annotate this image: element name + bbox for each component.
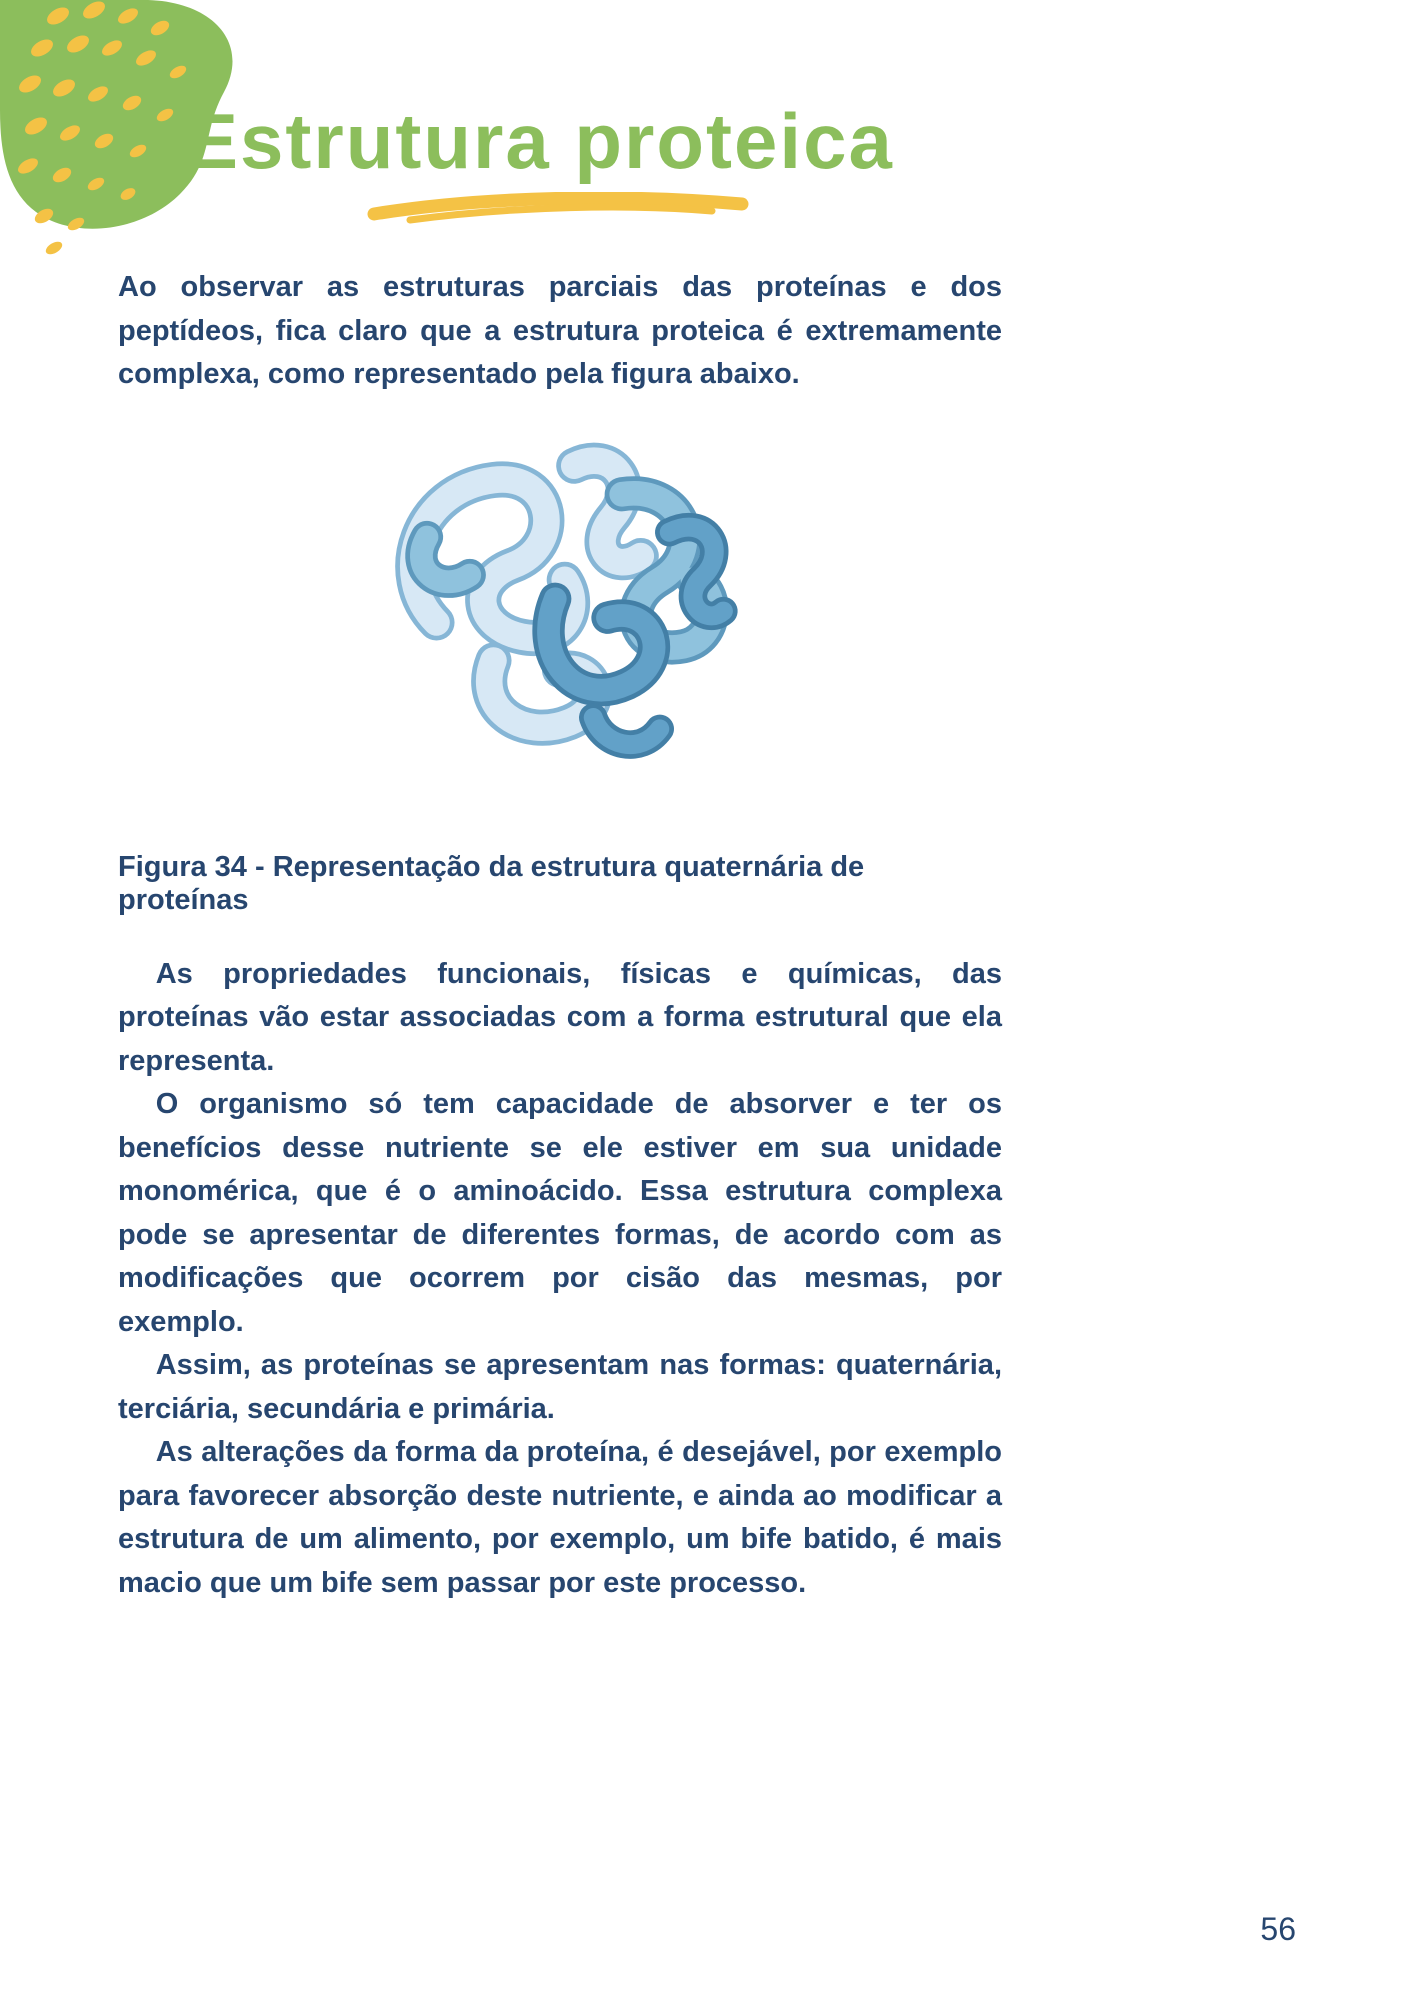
page-header	[186, 96, 1006, 187]
title-underline-swoosh-icon	[364, 192, 754, 228]
protein-structure-illustration	[370, 423, 750, 784]
body-paragraph-3: Assim, as proteínas se apresentam nas formas: quaternária, terciária, secundária e primária.	[118, 1349, 1002, 1425]
content-column	[118, 266, 1002, 1605]
page-title: Estrutura proteica	[186, 97, 894, 185]
page-number: 56	[1260, 1911, 1296, 1947]
protein-structure-figure	[370, 423, 750, 789]
figure-caption: Figura 34 - Representação da estrutura quaternária de proteínas	[118, 850, 865, 916]
body-paragraph-2: O organismo só tem capacidade de absorver e ter os benefícios desse nutriente se ele estiver em sua unidade monomérica, que é o aminoácido. Essa estrutura complexa pode se apresentar de diferentes formas, de acordo com as modificações que ocorrem por cisão das mesmas, por exemplo.	[118, 1088, 1002, 1338]
body-paragraph-4: As alterações da forma da proteína, é desejável, por exemplo para favorecer absorção deste nutriente, e ainda ao modificar a estrutura de um alimento, por exemplo, um bife batido, é mais macio que um bife sem passar por este processo.	[118, 1436, 1002, 1599]
body-paragraph-1: As propriedades funcionais, físicas e químicas, das proteínas vão estar associadas com a forma estrutural que ela representa.	[118, 957, 1002, 1077]
intro-paragraph: Ao observar as estruturas parciais das proteínas e dos peptídeos, fica claro que a estrutura proteica é extremamente complexa, como representado pela figura abaixo.	[118, 271, 1002, 390]
